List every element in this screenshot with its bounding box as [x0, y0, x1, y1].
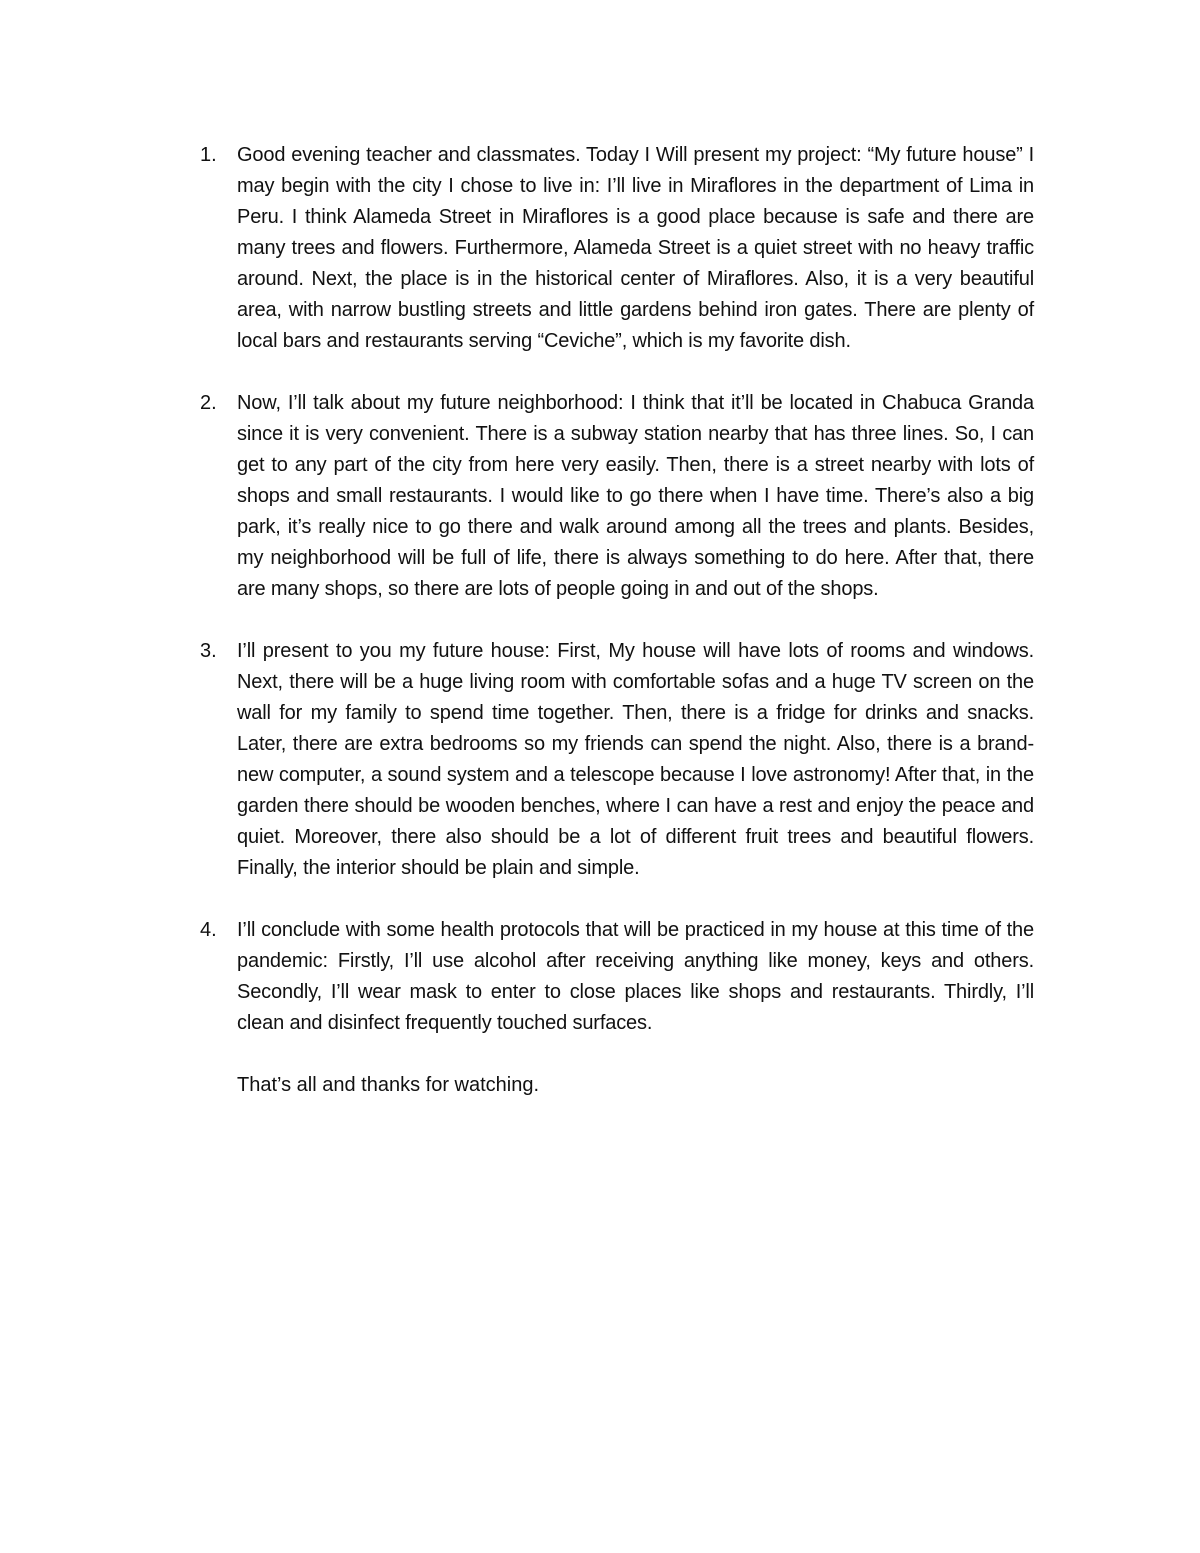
- list-item-text: Good evening teacher and classmates. Today I Will present my project: “My future house” I may begin with the city I chose to live in: I’ll live in Miraflores in the department of Lima in Peru. I think Alameda Street in Miraflores is a good place because is safe and there are many trees and flowers. Furthermore, Alameda Street is a quiet street with no heavy traffic around. Next, the place is in the historical center of Miraflores. Also, it is a very beautiful area, with narrow bustling streets and little gardens behind iron gates. There are plenty of local bars and restaurants serving “Ceviche”, which is my favorite dish.: [237, 144, 1034, 352]
- list-item-text: I’ll present to you my future house: First, My house will have lots of rooms and windows. Next, there will be a huge living room with comfortable sofas and a huge TV screen on the wall for my family to spend time together. Then, there is a fridge for drinks and snacks. Later, there are extra bedrooms so my friends can spend the night. Also, there is a brand-new computer, a sound system and a telescope because I love astronomy! After that, in the garden there should be wooden benches, where I can have a rest and enjoy the peace and quiet. Moreover, there also should be a lot of different fruit trees and beautiful flowers. Finally, the interior should be plain and simple.: [237, 640, 1034, 879]
- list-item: [200, 636, 1034, 884]
- closing-line-container: [200, 1070, 1034, 1101]
- numbered-list: [200, 140, 1034, 1101]
- list-item-text: Now, I’ll talk about my future neighborhood: I think that it’ll be located in Chabuca Granda since it is very convenient. There is a subway station nearby that has three lines. So, I can get to any part of the city from here very easily. Then, there is a street nearby with lots of shops and small restaurants. I would like to go there when I have time. There’s also a big park, it’s really nice to go there and walk around among all the trees and plants. Besides, my neighborhood will be full of life, there is always something to do here. After that, there are many shops, so there are lots of people going in and out of the shops.: [237, 392, 1034, 600]
- list-item: [200, 140, 1034, 357]
- list-item: [200, 388, 1034, 605]
- list-item-text: I’ll conclude with some health protocols that will be practiced in my house at this time of the pandemic: Firstly, I’ll use alcohol after receiving anything like money, keys and others. Secondly, I’ll wear mask to enter to close places like shops and restaurants. Thirdly, I’ll clean and disinfect frequently touched surfaces.: [237, 919, 1034, 1034]
- list-item-number: 2.: [200, 392, 217, 414]
- list-item-number: 3.: [200, 640, 217, 662]
- list-item: [200, 915, 1034, 1039]
- list-item-number: 1.: [200, 144, 217, 166]
- list-item-number: 4.: [200, 919, 217, 941]
- closing-line: That’s all and thanks for watching.: [237, 1074, 540, 1096]
